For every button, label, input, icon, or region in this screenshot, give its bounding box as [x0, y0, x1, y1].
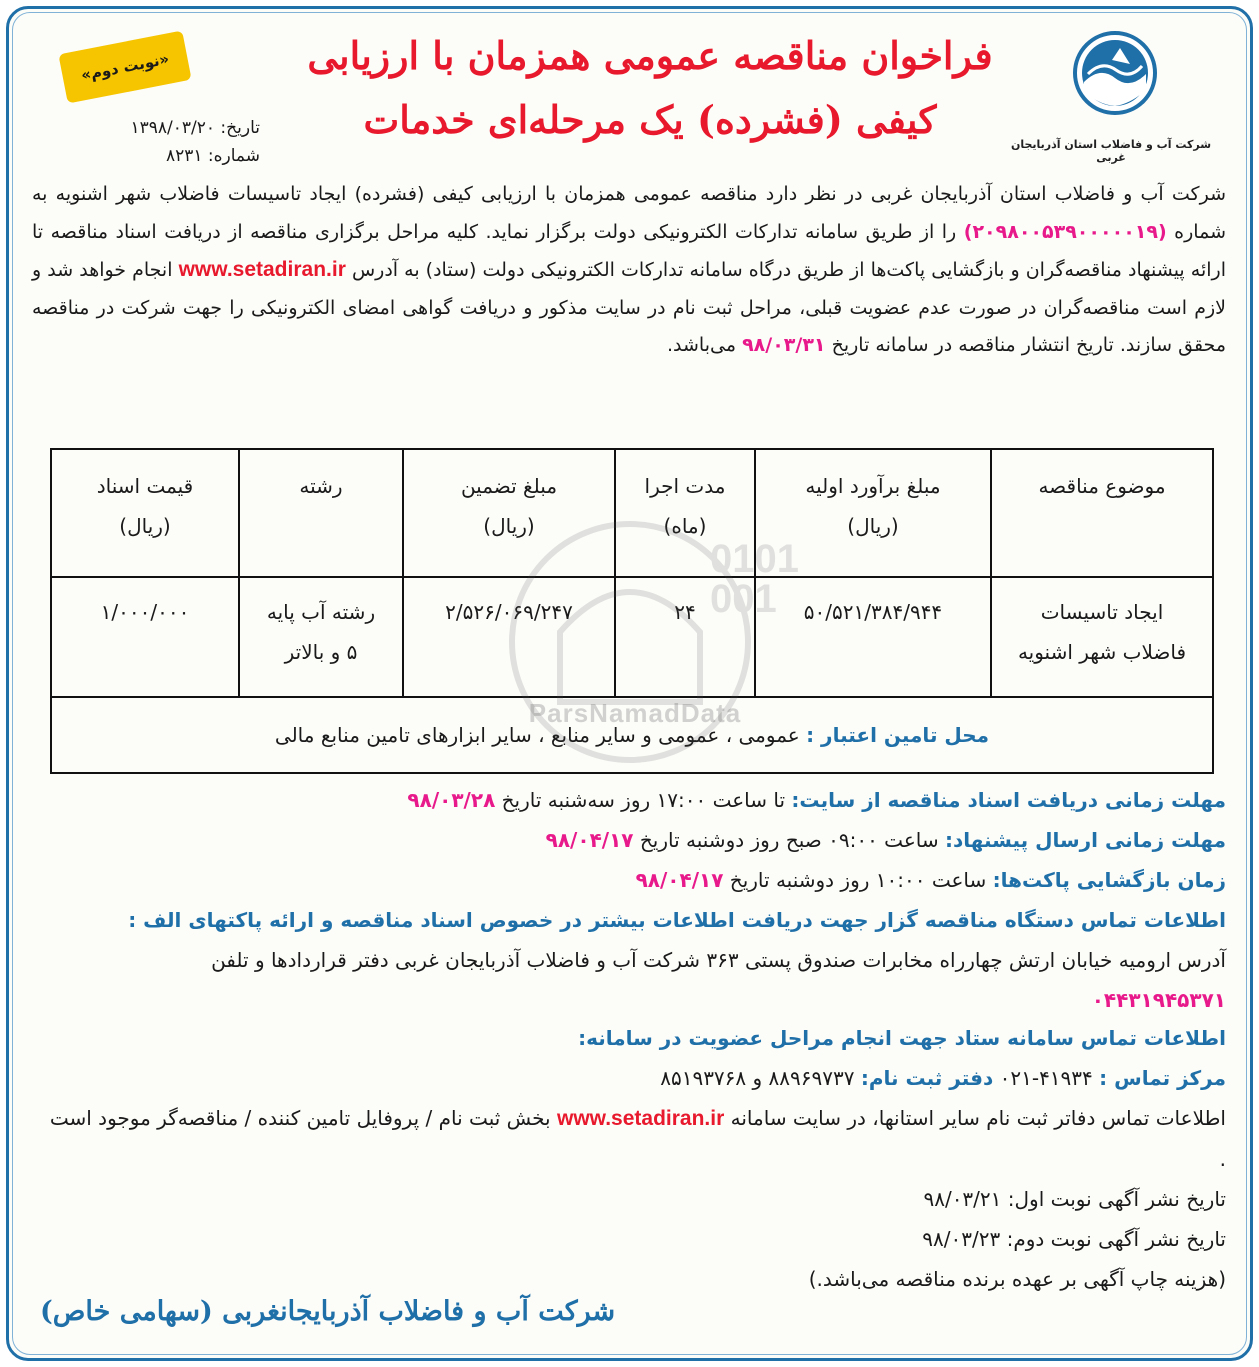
page-title [300, 24, 1000, 152]
intro-text-4: می‌باشد. [666, 334, 737, 356]
org-under-logo: شرکت آب و فاضلاب استان آذربایجان غربی [1010, 138, 1212, 164]
cell-field: رشته آب پایه ۵ و بالاتر [239, 577, 403, 697]
table-header-row [51, 449, 1213, 577]
contact-phone: ۰۴۴۳۱۹۴۵۳۷۱ [1091, 988, 1226, 1012]
cell-duration: ۲۴ [615, 577, 755, 697]
watermark-text: ParsNamadData [528, 698, 742, 728]
header-subject: موضوع مناقصه [991, 449, 1213, 577]
title-line-2: کیفی (فشرده) یک مرحله‌ای خدمات [363, 97, 937, 142]
second-round-badge: «نوبت دوم» [58, 30, 191, 103]
header-estimate: مبلغ برآورد اولیه (ریال) [755, 449, 991, 577]
intro-text-2: را از طریق سامانه تدارکات الکترونیکی دولت برگزار نماید. کلیه مراحل برگزاری مناقصه از دریافت اسناد مناقصه تا ارائه پیشنهاد مناقصه‌گران و بازگشایی پاکت‌ها از طریق درگاه سامانه تدارکات الکترونیکی دولت (ستاد) به آدرس [32, 220, 1227, 281]
setad-call-center: مرکز تماس : ۴۱۹۳۴-۰۲۱ دفتر ثبت نام: ۸۸۹۶۹۷۳۷ و ۸۵۱۹۳۷۶۸ [660, 1066, 1226, 1090]
setad-contact-block [40, 1018, 1226, 1299]
intro-text-1: شرکت آب و فاضلاب استان آذربایجان غربی در نظر دارد مناقصه عمومی همزمان با ارزیابی کیفی (فشرده) ایجاد تاسیسات فاضلاب شهر اشنویه به شماره [32, 183, 1226, 243]
setad-link[interactable]: www.setadiran.ir [178, 258, 346, 281]
company-signature: شرکت آب و فاضلاب آذربایجانغربی (سهامی خاص) [40, 1296, 616, 1327]
contact-address: آدرس ارومیه خیابان ارتش چهارراه مخابرات صندوق پستی ۳۶۳ شرکت آب و فاضلاب آذربایجان غربی دفتر قراردادها و تلفن [211, 948, 1226, 972]
cost-note: (هزینه چاپ آگهی بر عهده برنده مناقصه می‌باشد.) [808, 1267, 1226, 1291]
funding-value: عمومی ، عمومی و سایر منابع ، سایر ابزارهای تامین منابع مالی [274, 723, 800, 747]
document-date: تاریخ: ۱۳۹۸/۰۳/۲۰ [130, 118, 260, 138]
title-line-1: فراخوان مناقصه عمومی همزمان با ارزیابی [307, 33, 993, 78]
intro-paragraph [32, 176, 1226, 365]
deadlines-block [40, 780, 1226, 1020]
tender-number: (۲۰۹۸۰۰۵۳۹۰۰۰۰۰۱۹) [963, 220, 1167, 243]
cell-subject: ایجاد تاسیسات فاضلاب شهر اشنویه [991, 577, 1213, 697]
contact-heading: اطلاعات تماس دستگاه مناقصه گزار جهت دریافت اطلاعات بیشتر در خصوص اسناد مناقصه و ارائه پاکتهای الف : [128, 908, 1226, 932]
funding-label: محل تامین اعتبار : [806, 723, 990, 747]
deadline-docs: مهلت زمانی دریافت اسناد مناقصه از سایت: تا ساعت ۱۷:۰۰ روز سه‌شنبه تاریخ ۹۸/۰۳/۲۸ [407, 788, 1226, 812]
setad-link-2[interactable]: www.setadiran.ir [556, 1107, 725, 1130]
deadline-submit: مهلت زمانی ارسال پیشنهاد: ساعت ۰۹:۰۰ صبح روز دوشنبه تاریخ ۹۸/۰۴/۱۷ [545, 828, 1226, 852]
header-field: رشته [239, 449, 403, 577]
publish-date: ۹۸/۰۳/۳۱ [742, 334, 826, 356]
deadline-opening: زمان بازگشایی پاکت‌ها: ساعت ۱۰:۰۰ روز دوشنبه تاریخ ۹۸/۰۴/۱۷ [635, 868, 1226, 892]
header-doc-price: قیمت اسناد (ریال) [51, 449, 239, 577]
cell-estimate: ۵۰/۵۲۱/۳۸۴/۹۴۴ [755, 577, 991, 697]
header-guarantee: مبلغ تضمین (ریال) [403, 449, 615, 577]
setad-heading: اطلاعات تماس سامانه ستاد جهت انجام مراحل عضویت در سامانه: [578, 1026, 1226, 1050]
document-meta [60, 114, 260, 170]
document-number: شماره: ۸۲۳۱ [165, 146, 260, 166]
company-logo-icon [1072, 30, 1158, 116]
publish-first-round: تاریخ نشر آگهی نوبت اول: ۹۸/۰۳/۲۱ [923, 1187, 1226, 1211]
header-duration: مدت اجرا (ماه) [615, 449, 755, 577]
cell-guarantee: ۲/۵۲۶/۰۶۹/۲۴۷ [403, 577, 615, 697]
table-row [51, 577, 1213, 697]
publish-second-round: تاریخ نشر آگهی نوبت دوم: ۹۸/۰۳/۲۳ [922, 1227, 1226, 1251]
setad-other-provinces: اطلاعات تماس دفاتر ثبت نام سایر استانها، در سایت سامانه www.setadiran.ir بخش ثبت نام / پروفایل تامین کننده / مناقصه‌گر موجود است . [49, 1106, 1226, 1171]
cell-doc-price: ۱/۰۰۰/۰۰۰ [51, 577, 239, 697]
intro-text-3: انجام خواهد شد و لازم است مناقصه‌گران در صورت عدم عضویت قبلی، مراحل ثبت نام در سایت مذکور و دریافت گواهی امضای الکترونیکی را جهت شرکت در مناقصه محقق سازند. تاریخ انتشار مناقصه در سامانه تاریخ [32, 259, 1226, 356]
